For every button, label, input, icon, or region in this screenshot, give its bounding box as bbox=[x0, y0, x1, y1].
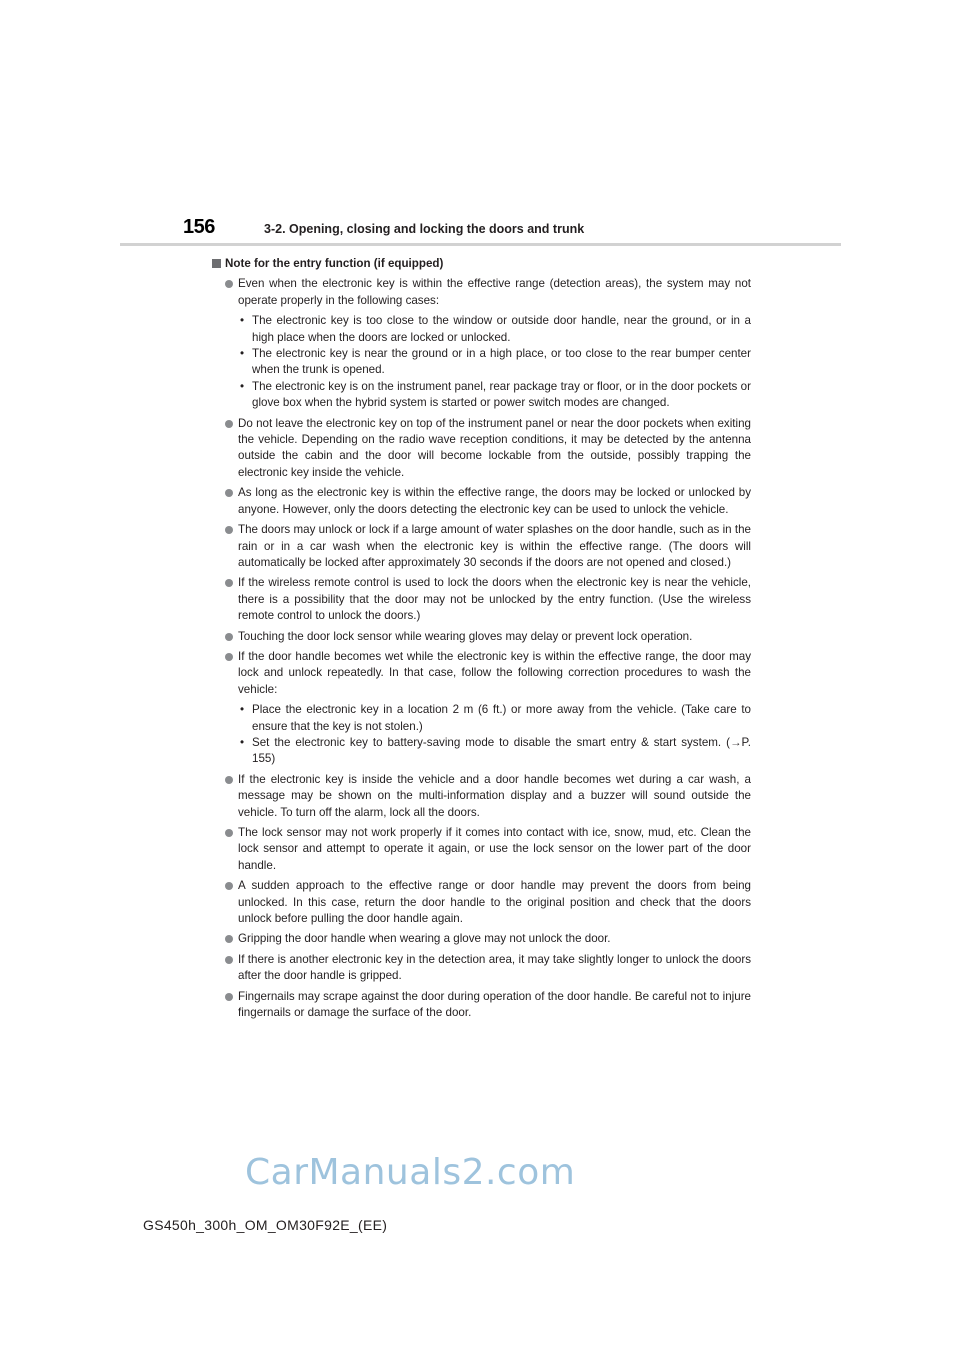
note-bullet bbox=[211, 276, 751, 309]
note-bullet bbox=[211, 629, 751, 645]
circle-bullet-icon bbox=[225, 882, 233, 890]
dot-icon: • bbox=[240, 379, 245, 393]
page-content bbox=[211, 256, 751, 1025]
circle-bullet-icon bbox=[225, 653, 233, 661]
circle-bullet-icon bbox=[225, 633, 233, 641]
circle-bullet-icon bbox=[225, 935, 233, 943]
note-bullet bbox=[211, 575, 751, 624]
page-number: 156 bbox=[183, 216, 215, 238]
note-bullet-text: Even when the electronic key is within the effective range (detection areas), the system may not operate properly in the following cases: bbox=[238, 277, 751, 307]
note-bullet-text: If the door handle becomes wet while the electronic key is within the effective range, the door may lock and unlock repeatedly. In that case, follow the following correction procedures to wash the vehicle: bbox=[238, 649, 751, 696]
note-bullet bbox=[211, 989, 751, 1022]
circle-bullet-icon bbox=[225, 829, 233, 837]
note-bullet-text: If the wireless remote control is used to lock the doors when the electronic key is near the vehicle, there is a possibility that the door may not be unlocked by the entry function. (Use the wireless remote control to unlock the doors.) bbox=[238, 576, 751, 623]
sub-list bbox=[211, 313, 751, 411]
circle-bullet-icon bbox=[225, 993, 233, 1001]
note-bullet bbox=[211, 931, 751, 947]
sub-item bbox=[211, 346, 751, 379]
watermark-logo: CarManuals2.com bbox=[245, 1152, 576, 1193]
footer-code: GS450h_300h_OM_OM30F92E_(EE) bbox=[143, 1217, 388, 1233]
sub-item bbox=[211, 702, 751, 735]
circle-bullet-icon bbox=[225, 280, 233, 288]
sub-item-text: The electronic key is too close to the window or outside door handle, near the ground, or in a high place when the doors are locked or unlocked. bbox=[252, 314, 751, 344]
note-bullet bbox=[211, 878, 751, 927]
circle-bullet-icon bbox=[225, 489, 233, 497]
note-bullet bbox=[211, 825, 751, 874]
sub-item-text: The electronic key is near the ground or in a high place, or too close to the rear bumper center when the trunk is opened. bbox=[252, 347, 751, 377]
bullet-list bbox=[211, 276, 751, 1021]
dot-icon: • bbox=[240, 735, 245, 749]
circle-bullet-icon bbox=[225, 526, 233, 534]
note-bullet-text: Gripping the door handle when wearing a glove may not unlock the door. bbox=[238, 932, 611, 946]
circle-bullet-icon bbox=[225, 579, 233, 587]
sub-item-text: Set the electronic key to battery-saving mode to disable the smart entry & start system. (→P. 155) bbox=[252, 735, 751, 766]
dot-icon: • bbox=[240, 703, 245, 717]
circle-bullet-icon bbox=[225, 776, 233, 784]
note-bullet bbox=[211, 649, 751, 698]
sub-list bbox=[211, 702, 751, 768]
circle-bullet-icon bbox=[225, 956, 233, 964]
sub-item-text: The electronic key is on the instrument panel, rear package tray or floor, or in the door pockets or glove box when the hybrid system is started or power switch modes are changed. bbox=[252, 379, 751, 410]
header-divider bbox=[120, 243, 841, 246]
note-heading-text: Note for the entry function (if equipped) bbox=[225, 257, 444, 270]
sub-item-text: Place the electronic key in a location 2 m (6 ft.) or more away from the vehicle. (Take care to ensure that the key is not stolen.) bbox=[252, 703, 751, 733]
note-bullet bbox=[211, 416, 751, 482]
sub-item bbox=[211, 313, 751, 346]
note-bullet-text: If there is another electronic key in the detection area, it may take slightly longer to unlock the doors after the door handle is gripped. bbox=[238, 952, 751, 983]
note-bullet bbox=[211, 522, 751, 571]
note-heading bbox=[211, 256, 751, 272]
sub-item bbox=[211, 379, 751, 412]
sub-item bbox=[211, 735, 751, 768]
note-bullet-text: Do not leave the electronic key on top of the instrument panel or near the door pockets when exiting the vehicle. Depending on the radio wave reception conditions, it may be detected by the antenna outside the cabin and the door will become lockable from the outside, possibly trapping the electronic key inside the vehicle. bbox=[238, 416, 751, 479]
square-bullet-icon bbox=[212, 259, 221, 268]
note-bullet-text: As long as the electronic key is within the effective range, the doors may be locked or unlocked by anyone. However, only the doors detecting the electronic key can be used to unlock the vehicle. bbox=[238, 486, 751, 516]
note-bullet-text: The lock sensor may not work properly if it comes into contact with ice, snow, mud, etc. Clean the lock sensor and attempt to operate it again, or use the lock sensor on the lower part of the door handle. bbox=[238, 826, 751, 872]
note-bullet-text: Touching the door lock sensor while wearing gloves may delay or prevent lock operation. bbox=[238, 629, 693, 643]
note-bullet-text: The doors may unlock or lock if a large amount of water splashes on the door handle, such as in the rain or in a car wash when the electronic key is within the effective range. (The doors will automatically be locked after approximately 30 seconds if the doors are not opened and closed.) bbox=[238, 523, 751, 569]
note-bullet-text: If the electronic key is inside the vehicle and a door handle becomes wet during a car wash, a message may be shown on the multi-information display and a buzzer will sound outside the vehicle. To turn off the alarm, lock all the doors. bbox=[238, 772, 751, 819]
note-bullet bbox=[211, 952, 751, 985]
note-bullet-text: Fingernails may scrape against the door during operation of the door handle. Be careful not to injure fingernails or damage the surface of the door. bbox=[238, 989, 751, 1020]
note-bullet bbox=[211, 485, 751, 518]
section-title: 3-2. Opening, closing and locking the doors and trunk bbox=[264, 222, 585, 236]
circle-bullet-icon bbox=[225, 420, 233, 428]
dot-icon: • bbox=[240, 347, 245, 361]
note-bullet-text: A sudden approach to the effective range or door handle may prevent the doors from being unlocked. In this case, return the door handle to the original position and check that the doors unlock before pulling the door handle again. bbox=[238, 879, 751, 926]
dot-icon: • bbox=[240, 314, 245, 328]
note-bullet bbox=[211, 772, 751, 821]
